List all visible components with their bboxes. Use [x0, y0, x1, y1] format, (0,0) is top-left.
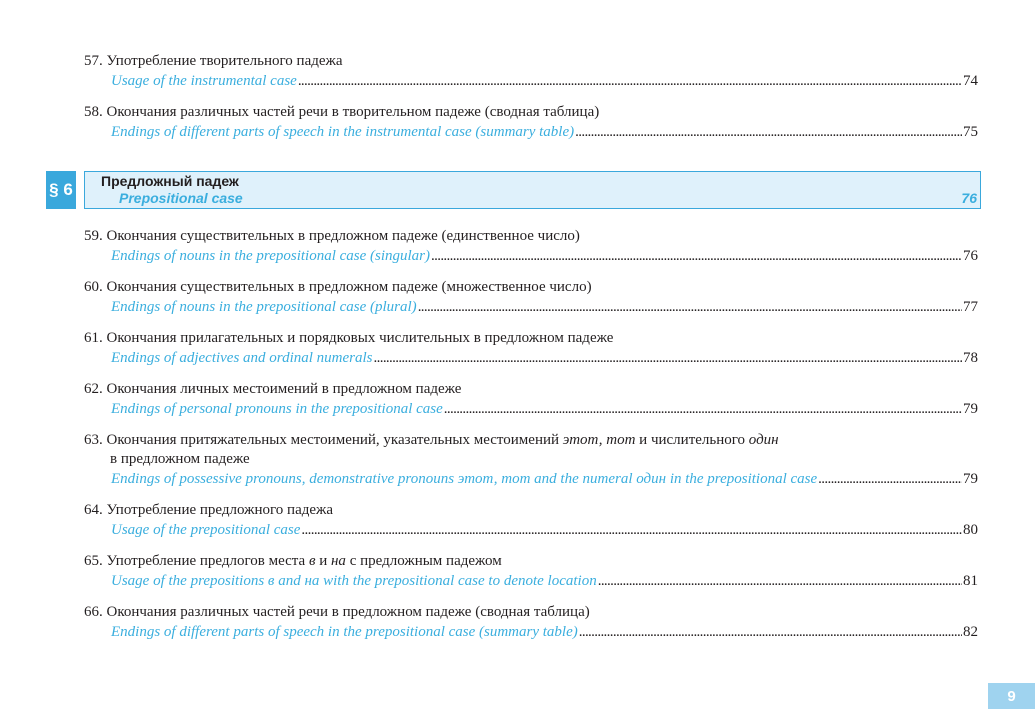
entry-page: 78 [963, 350, 978, 366]
leader-dots [431, 246, 962, 266]
entry-page: 76 [963, 248, 978, 264]
entry-title-en-row [84, 520, 978, 540]
toc-main [84, 227, 978, 654]
entry-title-ru: 59. Окончания существительных в предложном падеже (единственное число) [84, 228, 580, 244]
toc-entry-64[interactable] [84, 501, 978, 540]
toc-entry-60[interactable] [84, 278, 978, 317]
entry-title-ru-line2: в предложном падеже [110, 451, 250, 467]
section-header-6[interactable] [46, 171, 981, 209]
leader-dots [301, 520, 962, 540]
toc-entry-63[interactable] [84, 431, 978, 489]
entry-title-en: Usage of the prepositions в and на with the prepositional case to denote location [111, 573, 597, 589]
leader-dots [818, 469, 962, 489]
entry-title-ru: 62. Окончания личных местоимений в предложном падеже [84, 381, 462, 397]
entry-title-en: Usage of the instrumental case [111, 73, 297, 89]
section-page: 76 [961, 190, 977, 206]
toc-entry-59[interactable] [84, 227, 978, 266]
leader-dots [575, 122, 962, 142]
entry-title-en-row [84, 571, 978, 591]
entry-title-ru-part: 63. Окончания притяжательных местоимений, указательных местоимений [84, 432, 563, 448]
section-title-box [84, 171, 981, 209]
entry-page: 74 [963, 73, 978, 89]
toc-entry-62[interactable] [84, 380, 978, 419]
entry-title-ru: 60. Окончания существительных в предложном падеже (множественное число) [84, 279, 592, 295]
entry-title-en-row [84, 469, 978, 489]
entry-title-ru: 66. Окончания различных частей речи в предложном падеже (сводная таблица) [84, 604, 590, 620]
section-title-en: Prepositional case [119, 190, 243, 206]
entry-page: 79 [963, 471, 978, 487]
entry-title-en-row [84, 297, 978, 317]
entry-title-en: Endings of nouns in the prepositional case (plural) [111, 299, 417, 315]
section-badge: § 6 [46, 171, 76, 209]
entry-title-ru: 58. Окончания различных частей речи в творительном падеже (сводная таблица) [84, 104, 600, 120]
entry-page: 81 [963, 573, 978, 589]
leader-dots [418, 297, 962, 317]
toc-top [84, 52, 978, 154]
leader-dots [598, 571, 962, 591]
entry-title-ru-part: и числительного [635, 432, 749, 448]
entry-title-en-row [84, 71, 978, 91]
entry-title-en: Endings of possessive pronouns, demonstrative pronouns этот, тот and the numeral один in the prepositional case [111, 471, 818, 487]
entry-page: 80 [963, 522, 978, 538]
entry-title-ru-italic: один [748, 432, 779, 448]
entry-title-en-row [84, 348, 978, 368]
toc-entry-65[interactable] [84, 552, 978, 591]
entry-page: 79 [963, 401, 978, 417]
entry-page: 82 [963, 624, 978, 640]
entry-title-ru-part: 65. Употребление предлогов места [84, 553, 309, 569]
entry-title-ru: 64. Употребление предложного падежа [84, 502, 334, 518]
toc-entry-61[interactable] [84, 329, 978, 368]
entry-title-ru-part: с предложным падежом [345, 553, 502, 569]
entry-page: 77 [963, 299, 978, 315]
entry-title-en-row [84, 399, 978, 419]
toc-entry-57[interactable] [84, 52, 978, 91]
entry-title-en-row [84, 246, 978, 266]
toc-entry-66[interactable] [84, 603, 978, 642]
entry-title-ru-part: и [315, 553, 331, 569]
leader-dots [579, 622, 962, 642]
leader-dots [444, 399, 962, 419]
section-title-ru: Предложный падеж [101, 173, 239, 189]
entry-title-en: Endings of different parts of speech in the prepositional case (summary table) [111, 624, 578, 640]
entry-title-ru-italic: этот, тот [562, 432, 636, 448]
entry-page: 75 [963, 124, 978, 140]
entry-title-en: Endings of nouns in the prepositional case (singular) [111, 248, 431, 264]
leader-dots [374, 348, 962, 368]
entry-title-en-row [84, 622, 978, 642]
entry-title-en: Usage of the prepositional case [111, 522, 301, 538]
leader-dots [298, 71, 962, 91]
entry-title-ru: 57. Употребление творительного падежа [84, 53, 343, 69]
entry-title-ru: 61. Окончания прилагательных и порядковых числительных в предложном падеже [84, 330, 614, 346]
entry-title-ru-italic: в [308, 553, 316, 569]
entry-title-ru [84, 552, 978, 571]
entry-title-en: Endings of adjectives and ordinal numerals [111, 350, 373, 366]
entry-title-ru-italic: на [330, 553, 346, 569]
toc-entry-58[interactable] [84, 103, 978, 142]
entry-title-en: Endings of different parts of speech in the instrumental case (summary table) [111, 124, 575, 140]
entry-title-en: Endings of personal pronouns in the prepositional case [111, 401, 443, 417]
page-number: 9 [988, 683, 1035, 709]
entry-title-ru [84, 431, 978, 450]
entry-title-en-row [84, 122, 978, 142]
